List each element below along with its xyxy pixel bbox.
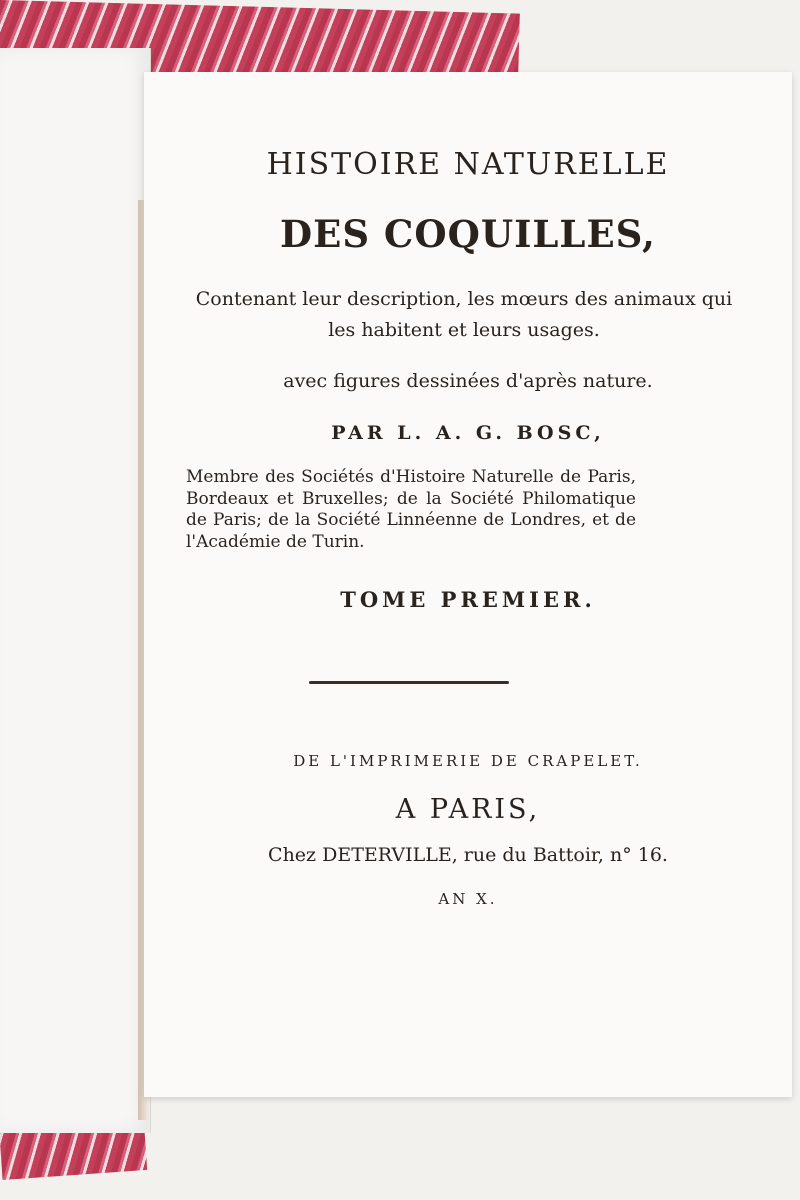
author-line: PAR L. A. G. BOSC, xyxy=(331,422,605,444)
volume-label: TOME PREMIER. xyxy=(340,587,596,612)
title-page xyxy=(144,72,792,1097)
title-line-2: DES COQUILLES, xyxy=(280,212,656,256)
printer-line: DE L'IMPRIMERIE DE CRAPELET. xyxy=(293,752,643,770)
city-line: A PARIS, xyxy=(395,794,541,825)
author-memberships: Membre des Sociétés d'Histoire Naturelle de Paris, Bordeaux et Bruxelles; de la Société Philomatique de Paris; de la Société Linnéenne de Londres, et de l'Académie de Turin. xyxy=(186,467,636,552)
left-page xyxy=(0,48,151,1133)
figures-note: avec figures dessinées d'après nature. xyxy=(283,370,653,392)
publisher-line: Chez DETERVILLE, rue du Battoir, n° 16. xyxy=(268,844,668,866)
year-line: AN X. xyxy=(438,890,498,908)
subtitle-description: Contenant leur description, les mœurs des animaux qui les habitent et leurs usages. xyxy=(195,288,733,341)
ornamental-rule xyxy=(309,681,509,684)
title-line-1: HISTOIRE NATURELLE xyxy=(266,147,670,182)
